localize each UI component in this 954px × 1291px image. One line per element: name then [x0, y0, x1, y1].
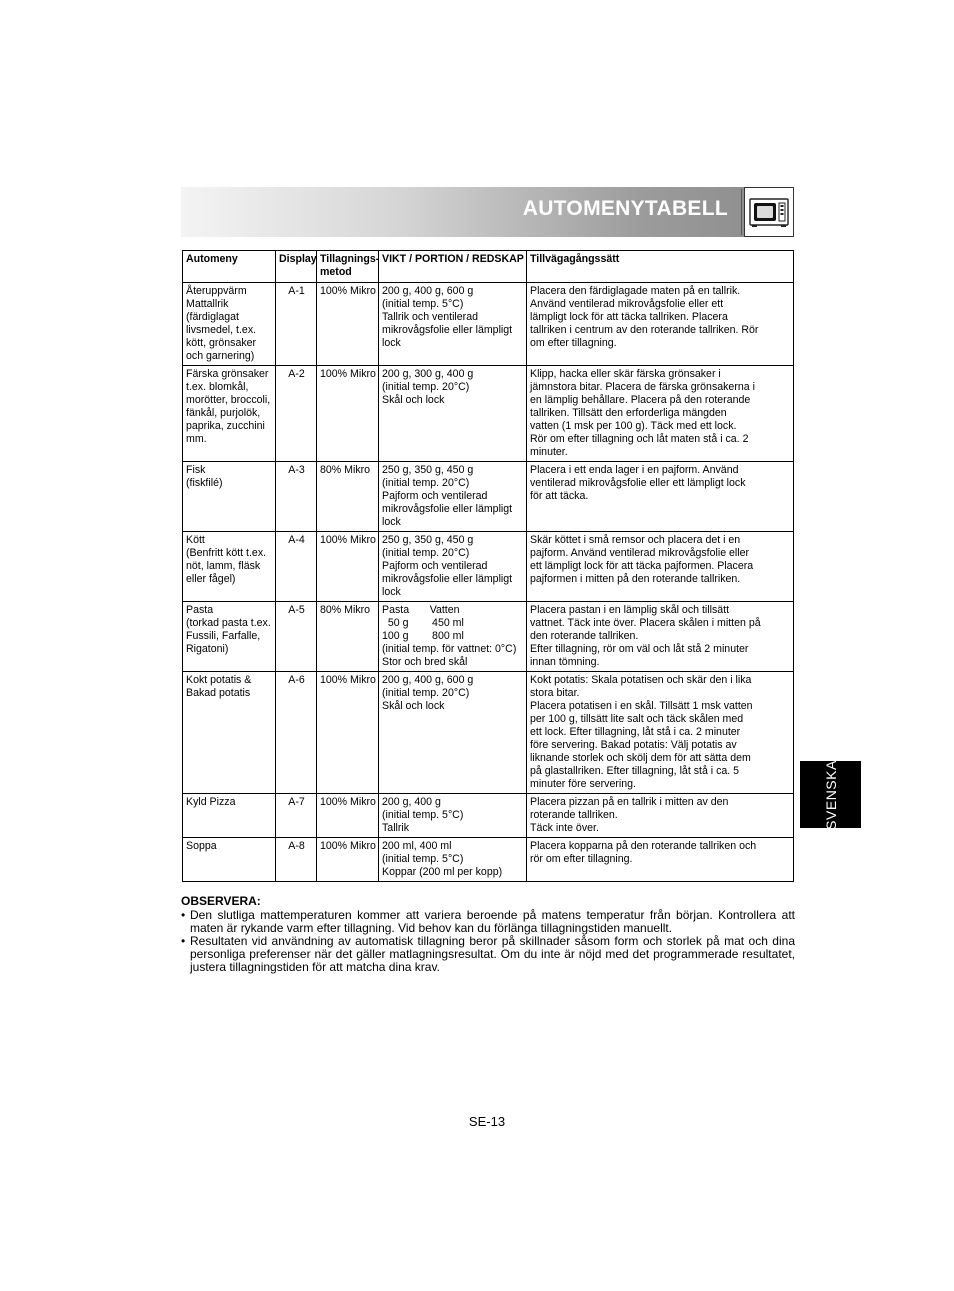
- cell-method: 80% Mikro: [317, 462, 379, 532]
- bullet-icon: •: [181, 908, 186, 922]
- cell-method: 100% Mikro: [317, 672, 379, 794]
- notes-section: [181, 895, 795, 974]
- cell-display: A-6: [276, 672, 317, 794]
- table-row: [183, 794, 794, 838]
- header-automeny: Automeny: [183, 251, 276, 283]
- cell-procedure: Placera kopparna på den roterande tallriken och rör om efter tillagning.: [527, 838, 794, 882]
- cell-automeny: Kyld Pizza: [183, 794, 276, 838]
- cell-method: 100% Mikro: [317, 532, 379, 602]
- cell-method: 100% Mikro: [317, 366, 379, 462]
- cell-automeny: Fisk (fiskfilé): [183, 462, 276, 532]
- note-text: Resultaten vid användning av automatisk tillagning beror på skillnader såsom form och storlek på mat och dina personliga preferenser när det gäller matlagningsresultat. Om du inte är nöjd med det programmerade resultatet, justera tillagningstiden för att matcha dina krav.: [190, 934, 795, 974]
- note-item: [181, 909, 795, 935]
- cell-automeny: Återuppvärm Mattallrik (färdiglagat livsmedel, t.ex. kött, grönsaker och garnering): [183, 283, 276, 366]
- cell-method: 100% Mikro: [317, 794, 379, 838]
- note-item: [181, 935, 795, 974]
- cell-procedure: Klipp, hacka eller skär färska grönsaker i jämnstora bitar. Placera de färska grönsakerna i en lämplig behållare. Placera på den roterande tallriken. Tillsätt den erforderliga mängden vatten (1 msk per 100 g). Täck med ett lock. Rör om efter tillagning och låt maten stå i ca. 2 minuter.: [527, 366, 794, 462]
- microwave-icon: [744, 187, 794, 237]
- table-row: [183, 283, 794, 366]
- cell-weight: 200 g, 400 g, 600 g (initial temp. 5°C) Tallrik och ventilerad mikrovågsfolie eller lämpligt lock: [379, 283, 527, 366]
- table-header-row: [183, 251, 794, 283]
- language-tab-label: SVENSKA: [822, 759, 839, 830]
- automenu-table: [182, 250, 794, 882]
- cell-weight: 200 g, 400 g, 600 g (initial temp. 20°C) Skål och lock: [379, 672, 527, 794]
- table-row: [183, 462, 794, 532]
- cell-automeny: Färska grönsaker t.ex. blomkål, morötter, broccoli, fänkål, purjolök, paprika, zucchini mm.: [183, 366, 276, 462]
- cell-weight: 200 g, 400 g (initial temp. 5°C) Tallrik: [379, 794, 527, 838]
- cell-method: 100% Mikro: [317, 838, 379, 882]
- cell-automeny: Pasta (torkad pasta t.ex. Fussili, Farfalle, Rigatoni): [183, 602, 276, 672]
- cell-weight: 250 g, 350 g, 450 g (initial temp. 20°C) Pajform och ventilerad mikrovågsfolie eller lämpligt lock: [379, 532, 527, 602]
- cell-procedure: Placera pastan i en lämplig skål och tillsätt vattnet. Täck inte över. Placera skålen i mitten på den roterande tallriken. Efter tillagning, rör om väl och låt stå 2 minuter innan tömning.: [527, 602, 794, 672]
- header-display: Display: [276, 251, 317, 283]
- cell-display: A-2: [276, 366, 317, 462]
- cell-display: A-3: [276, 462, 317, 532]
- cell-weight: 200 ml, 400 ml (initial temp. 5°C) Koppar (200 ml per kopp): [379, 838, 527, 882]
- cell-automeny: Soppa: [183, 838, 276, 882]
- cell-display: A-7: [276, 794, 317, 838]
- banner-separator: [741, 189, 742, 235]
- cell-procedure: Placera pizzan på en tallrik i mitten av den roterande tallriken. Täck inte över.: [527, 794, 794, 838]
- cell-weight: 250 g, 350 g, 450 g (initial temp. 20°C) Pajform och ventilerad mikrovågsfolie eller lämpligt lock: [379, 462, 527, 532]
- table-row: [183, 838, 794, 882]
- cell-display: A-1: [276, 283, 317, 366]
- table-row: [183, 366, 794, 462]
- header-method: Tillagnings- metod: [317, 251, 379, 283]
- cell-weight: Pasta Vatten 50 g 450 ml 100 g 800 ml (initial temp. för vattnet: 0°C) Stor och bred skål: [379, 602, 527, 672]
- language-tab: [800, 761, 861, 828]
- cell-automeny: Kokt potatis & Bakad potatis: [183, 672, 276, 794]
- cell-automeny: Kött (Benfritt kött t.ex. nöt, lamm, fläsk eller fågel): [183, 532, 276, 602]
- header-weight: VIKT / PORTION / REDSKAP: [379, 251, 527, 283]
- bullet-icon: •: [181, 934, 186, 948]
- cell-procedure: Kokt potatis: Skala potatisen och skär den i lika stora bitar. Placera potatisen i en skål. Tillsätt 1 msk vatten per 100 g, tillsätt lite salt och täck skålen med ett lock. Efter tillagning, låt stå i ca. 2 minuter före servering. Bakad potatis: Välj potatis av liknande storlek och skölj dem för att sätta dem på glastallriken. Efter tillagning, låt stå i ca. 5 minuter före servering.: [527, 672, 794, 794]
- cell-method: 80% Mikro: [317, 602, 379, 672]
- notes-title: OBSERVERA:: [181, 894, 261, 908]
- header-procedure: Tillvägagångssätt: [527, 251, 794, 283]
- section-banner: [181, 187, 794, 237]
- table-row: [183, 602, 794, 672]
- page-number: SE-13: [468, 1114, 506, 1129]
- table-row: [183, 672, 794, 794]
- cell-display: A-4: [276, 532, 317, 602]
- banner-title: AUTOMENYTABELL: [522, 197, 728, 220]
- cell-display: A-8: [276, 838, 317, 882]
- cell-procedure: Placera i ett enda lager i en pajform. Använd ventilerad mikrovågsfolie eller ett lämpligt lock för att täcka.: [527, 462, 794, 532]
- note-text: Den slutliga mattemperaturen kommer att variera beroende på matens temperatur från början. Kontrollera att maten är rykande varm efter tillagning. Vid behov kan du förlänga tillagningstiden manuellt.: [190, 908, 795, 935]
- cell-method: 100% Mikro: [317, 283, 379, 366]
- cell-procedure: Skär köttet i små remsor och placera det i en pajform. Använd ventilerad mikrovågsfolie eller ett lämpligt lock för att täcka pajformen. Placera pajformen i mitten på den roterande tallriken.: [527, 532, 794, 602]
- table-row: [183, 532, 794, 602]
- cell-display: A-5: [276, 602, 317, 672]
- cell-procedure: Placera den färdiglagade maten på en tallrik. Använd ventilerad mikrovågsfolie eller ett lämpligt lock för att täcka tallriken. Placera tallriken i centrum av den roterande tallriken. Rör om efter tillagning.: [527, 283, 794, 366]
- cell-weight: 200 g, 300 g, 400 g (initial temp. 20°C) Skål och lock: [379, 366, 527, 462]
